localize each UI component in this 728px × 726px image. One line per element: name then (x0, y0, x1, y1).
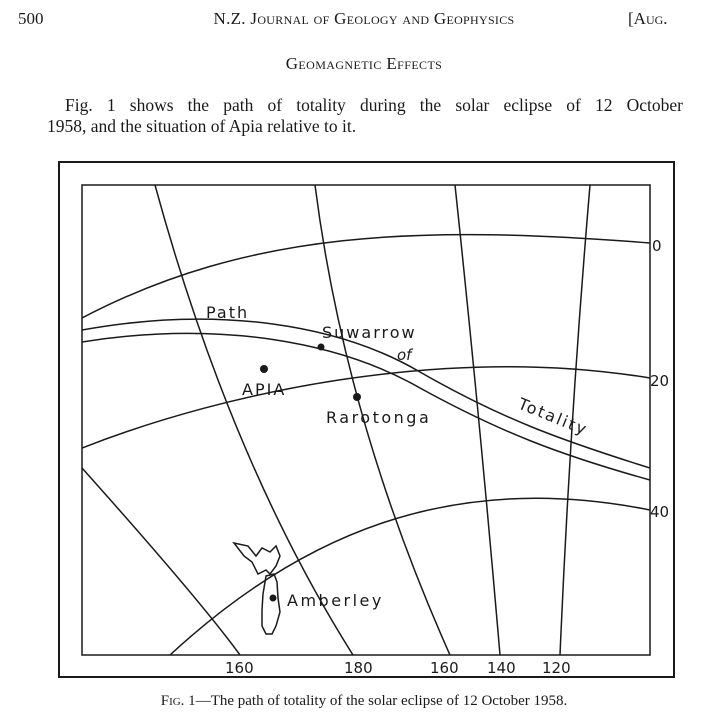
totality-path-south-edge (82, 333, 650, 480)
parallel-0 (82, 235, 650, 318)
latitude-label-20: 20 (650, 372, 670, 390)
latitude-label-0: 0 (652, 237, 662, 255)
issue-month: [Aug. (628, 9, 668, 28)
longitude-label-140: 140 (487, 659, 516, 677)
meridian-line (82, 468, 240, 655)
journal-title: N.Z. Journal of Geology and Geophysics (213, 9, 515, 28)
latitude-label-40: 40 (650, 503, 670, 521)
figure-caption (0, 693, 728, 710)
north-island-shape (234, 543, 280, 574)
figure-caption-text: —The path of totality of the solar eclipse of 12 October 1958. (195, 693, 568, 709)
path-label-word-3: Totality (515, 394, 591, 440)
suwarrow-marker (318, 344, 325, 351)
longitude-label-160w: 160 (225, 659, 254, 677)
parallel-40 (170, 498, 650, 655)
place-label-suwarrow: Suwarrow (322, 323, 417, 342)
section-title: Geomagnetic Effects (285, 54, 443, 73)
place-label-apia: APIA (242, 380, 287, 399)
longitude-label-180: 180 (344, 659, 373, 677)
path-label-word-2: of (397, 346, 412, 364)
amberley-marker (270, 595, 277, 602)
place-label-amberley: Amberley (287, 591, 384, 610)
new-zealand-outline (234, 543, 280, 634)
longitude-label-160e: 160 (430, 659, 459, 677)
apia-marker (260, 365, 268, 373)
path-label-word-1: Path (206, 303, 250, 322)
paragraph-line-2: 1958, and the situation of Apia relative to it. (47, 116, 357, 136)
paragraph-line-1: Fig. 1 shows the path of totality during the solar eclipse of 12 October (65, 95, 683, 115)
longitude-label-120: 120 (542, 659, 571, 677)
place-label-rarotonga: Rarotonga (326, 408, 432, 427)
south-island-shape (262, 574, 280, 634)
page-number: 500 (18, 9, 44, 28)
rarotonga-marker (353, 393, 361, 401)
meridian-line (455, 185, 500, 655)
figure-caption-label: Fig. 1 (160, 693, 196, 709)
